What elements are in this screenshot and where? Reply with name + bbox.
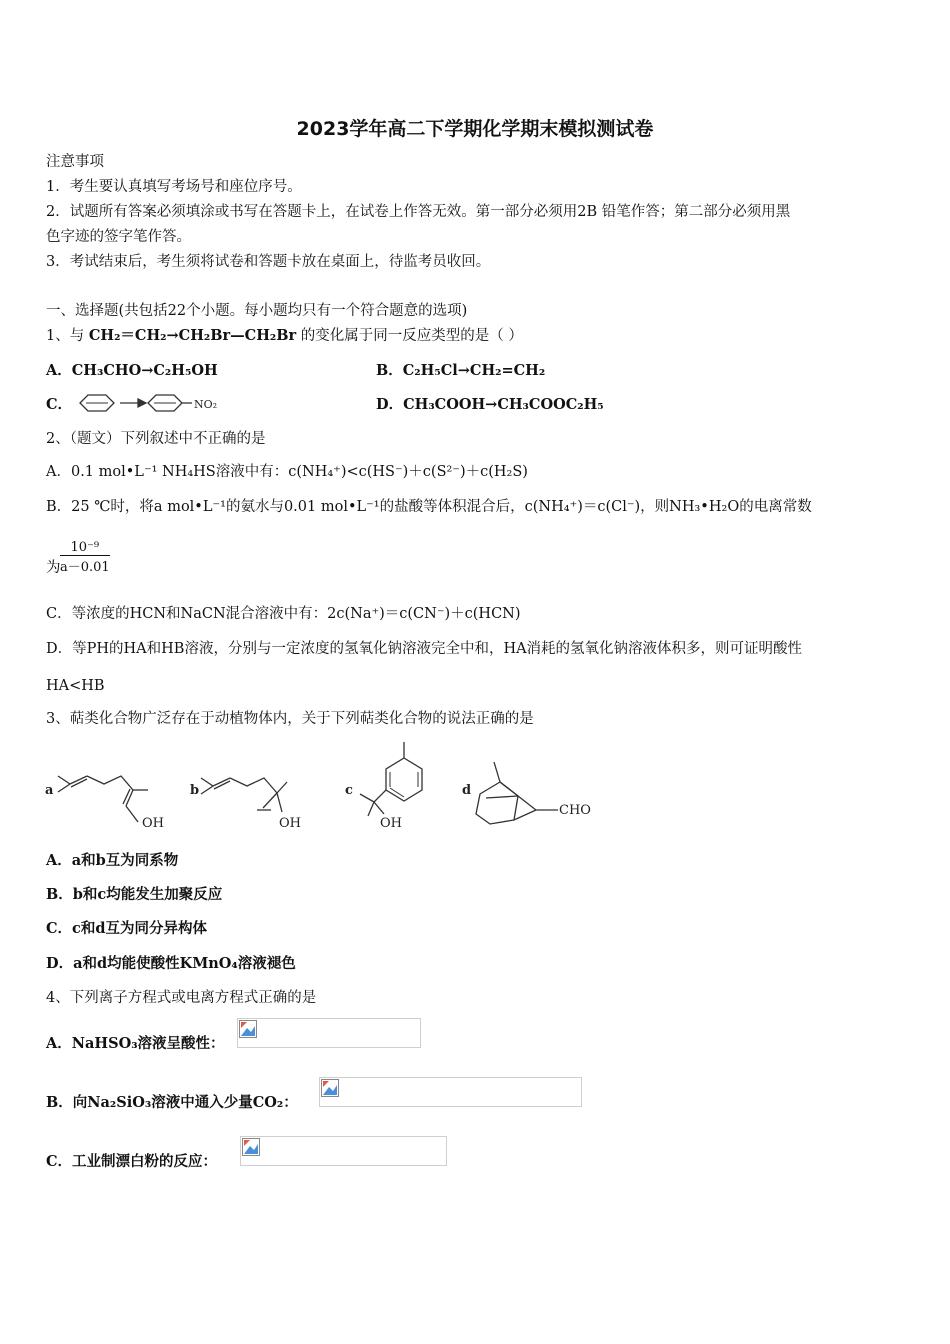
option-label: D．: [376, 396, 404, 413]
nitro-label: NO₂: [194, 398, 218, 411]
question-4-stem: 4、下列离子方程式或电离方程式正确的是: [46, 990, 317, 1006]
notice-item: 3．考试结束后，考生须将试卷和答题卡放在桌面上，待监考员收回。: [46, 254, 491, 270]
q4-option-b[interactable]: B．向Na₂SiO₃溶液中通入少量CO₂：: [46, 1094, 298, 1111]
q4-option-a[interactable]: A．NaHSO₃溶液呈酸性：: [46, 1035, 225, 1052]
q1-stem-post: 的变化属于同一反应类型的是（ ）: [296, 328, 523, 344]
option-label: A．: [46, 362, 72, 379]
option-label: B．: [376, 362, 403, 379]
broken-image-icon: [239, 1020, 257, 1038]
notice-item: 2．试题所有答案必须填涂或书写在答题卡上，在试卷上作答无效。第一部分必须用2B 铅笔作答；第二部分必须用黑: [46, 204, 791, 220]
structure-label: b: [190, 783, 200, 798]
terpene-a-structure-icon: [40, 738, 170, 833]
fraction-denominator: a－0.01: [60, 560, 110, 575]
question-1-stem: [46, 326, 523, 346]
broken-image-icon: [242, 1138, 260, 1156]
structure-label: c: [345, 783, 353, 798]
question-3-stem: 3、萜类化合物广泛存在于动植物体内，关于下列萜类化合物的说法正确的是: [46, 711, 534, 727]
terpene-d-structure-icon: [458, 738, 608, 833]
broken-image-placeholder: [319, 1077, 582, 1107]
notice-item: 1．考生要认真填写考场号和座位序号。: [46, 179, 302, 195]
q1-option-a[interactable]: [46, 361, 218, 381]
broken-image-placeholder: [240, 1136, 447, 1166]
q2-option-a[interactable]: A．0.1 mol•L⁻¹ NH₄HS溶液中有：c(NH₄⁺)<c(HS⁻)＋c(S²⁻)＋c(H₂S): [46, 464, 528, 480]
q1-option-c[interactable]: [46, 395, 72, 415]
benzene-nitration-structure-icon: [72, 390, 232, 416]
broken-image-placeholder: [237, 1018, 421, 1048]
q3-option-b[interactable]: B．b和c均能发生加聚反应: [46, 886, 223, 903]
q2-option-d[interactable]: D．等PH的HA和HB溶液，分别与一定浓度的氢氧化钠溶液完全中和，HA消耗的氢氧化钠溶液体积多，则可证明酸性: [46, 641, 803, 657]
hydroxyl-label: OH: [380, 816, 402, 831]
section-heading: 一、选择题(共包括22个小题。每小题均只有一个符合题意的选项): [46, 303, 468, 319]
notice-item: 色字迹的签字笔作答。: [46, 229, 191, 245]
q2-option-d-cont: HA<HB: [46, 678, 105, 694]
q4-option-c[interactable]: C．工业制漂白粉的反应：: [46, 1153, 218, 1170]
q3-option-c[interactable]: C．c和d互为同分异构体: [46, 920, 208, 937]
page-title: 2023学年高二下学期化学期末模拟测试卷: [296, 118, 654, 140]
dissociation-constant-fraction: [60, 540, 110, 575]
notice-heading: 注意事项: [46, 154, 104, 170]
q3-option-d[interactable]: D．a和d均能使酸性KMnO₄溶液褪色: [46, 955, 296, 972]
structure-label: a: [45, 783, 54, 798]
q1-option-b[interactable]: [376, 361, 545, 381]
structure-label: d: [462, 783, 472, 798]
terpene-c-structure-icon: [340, 738, 450, 833]
question-2-stem: 2、（题文）下列叙述中不正确的是: [46, 431, 266, 447]
option-text: CH₃COOH→CH₃COOC₂H₅: [403, 396, 604, 413]
aldehyde-label: CHO: [559, 803, 591, 818]
q1-option-d[interactable]: [376, 395, 604, 415]
option-label: C．: [46, 396, 73, 413]
q1-stem-pre: 1、与: [46, 328, 89, 344]
hydroxyl-label: OH: [142, 816, 164, 831]
option-text: CH₃CHO→C₂H₅OH: [71, 362, 218, 379]
terpene-b-structure-icon: [185, 738, 315, 833]
broken-image-icon: [321, 1079, 339, 1097]
q2-option-c[interactable]: C．等浓度的HCN和NaCN混合溶液中有：2c(Na⁺)＝c(CN⁻)＋c(HCN): [46, 606, 521, 622]
option-text: C₂H₅Cl→CH₂=CH₂: [402, 362, 546, 379]
hydroxyl-label: OH: [279, 816, 301, 831]
q1-stem-formula: CH₂＝CH₂→CH₂Br—CH₂Br: [88, 327, 297, 344]
fraction-numerator: 10⁻⁹: [60, 540, 110, 556]
q3-option-a[interactable]: A．a和b互为同系物: [46, 852, 179, 869]
q2-option-b[interactable]: B．25 ℃时，将a mol•L⁻¹的氨水与0.01 mol•L⁻¹的盐酸等体积混合后，c(NH₄⁺)＝c(Cl⁻)，则NH₃•H₂O的电离常数: [46, 499, 812, 515]
q2-option-b-cont: 为: [46, 560, 61, 576]
